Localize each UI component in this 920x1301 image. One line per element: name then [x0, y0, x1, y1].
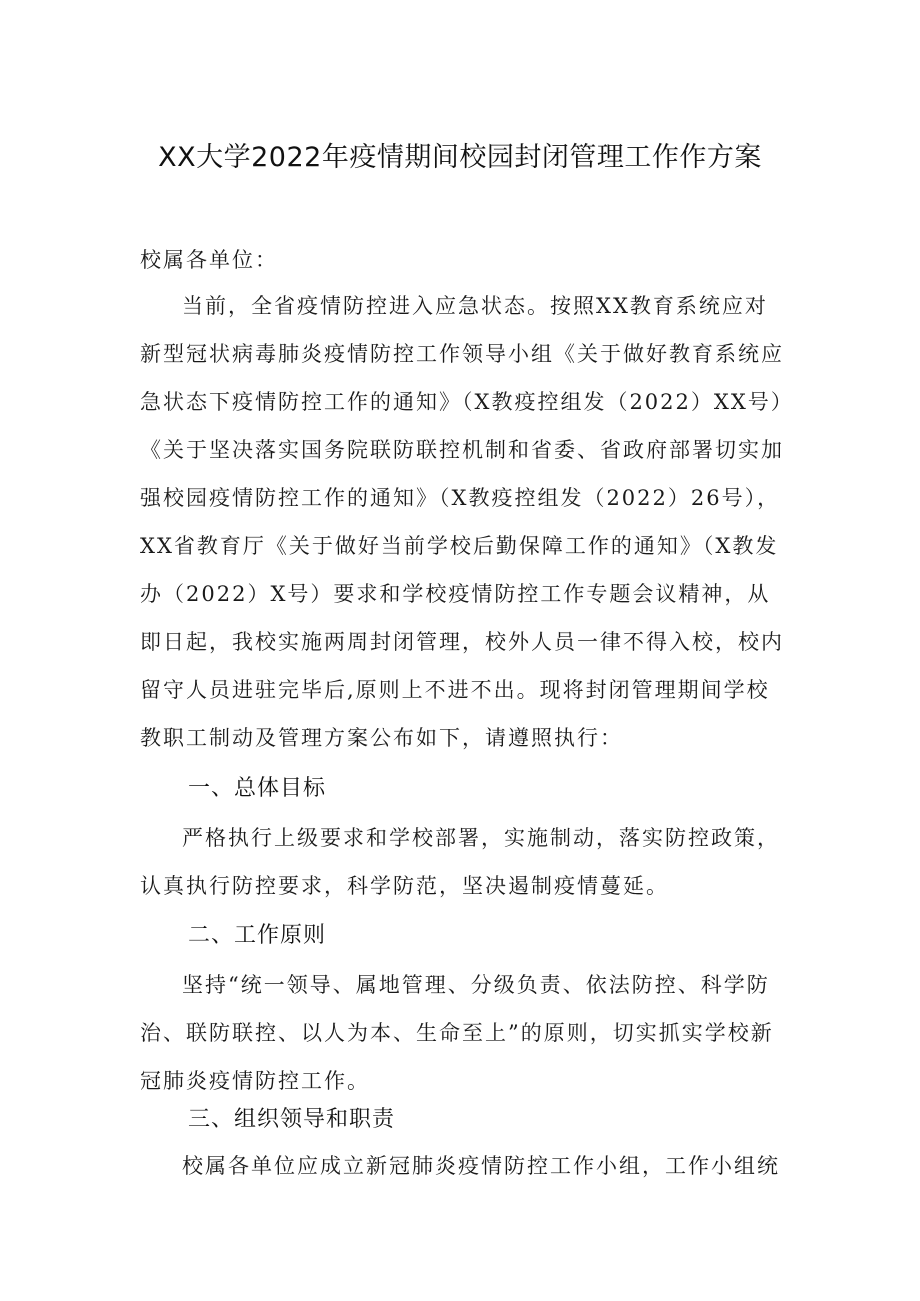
section-paragraph-organization: 校属各单位应成立新冠肺炎疫情防控工作小组，工作小组统 — [182, 1154, 780, 1178]
section-paragraph-overall-goal: 严格执行上级要求和学校部署，实施制动，落实防控政策，认真执行防控要求，科学防范，坚决遏制疫情蔓延。 — [140, 826, 780, 898]
intro-paragraph: 当前，全省疫情防控进入应急状态。按照XX教育系统应对新型冠状病毒肺炎疫情防控工作领导小组《关于做好教育系统应急状态下疫情防控工作的通知》（X教疫控组发（2022）XX号）《关于坚决落实国务院联防联控机制和省委、省政府部署切实加强校园疫情防控工作的通知》（X教疫控组发（2022）26号），XX省教育厅《关于做好当前学校后勤保障工作的通知》（X教发办（2022）X号）要求和学校疫情防控工作专题会议精神，从即日起，我校实施两周封闭管理，校外人员一律不得入校，校内留守人员进驻完毕后,原则上不进不出。现将封闭管理期间学校教职工制动及管理方案公布如下，请遵照执行： — [140, 294, 784, 750]
document-title: XX大学2022年疫情期间校园封闭管理工作作方案 — [158, 142, 762, 173]
section-heading-organization: 三、组织领导和职责 — [188, 1107, 396, 1132]
section-paragraph-work-principles: 坚持“统一领导、属地管理、分级负责、依法防控、科学防治、联防联控、以人为本、生命至上”的原则，切实抓实学校新冠肺炎疫情防控工作。 — [140, 973, 774, 1093]
salutation: 校属各单位： — [140, 248, 278, 272]
section-heading-overall-goal: 一、总体目标 — [188, 776, 327, 801]
section-heading-work-principles: 二、工作原则 — [188, 923, 327, 948]
